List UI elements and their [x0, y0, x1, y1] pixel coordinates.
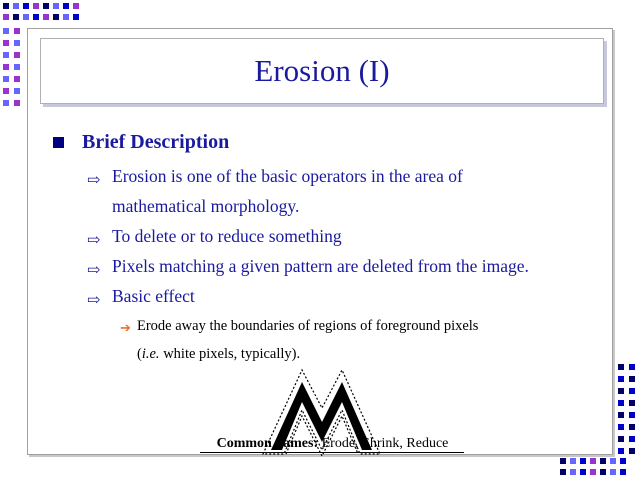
decorative-square: [629, 364, 635, 370]
decorative-square: [23, 3, 29, 9]
decorative-square: [13, 14, 19, 20]
caption: Common names: Erode, Shrink, Reduce: [216, 436, 449, 451]
decorative-square: [53, 14, 59, 20]
hollow-arrow-icon: ⇨: [87, 262, 101, 279]
decorative-square: [618, 400, 624, 406]
bullet-text: To delete or to reduce something: [112, 226, 342, 246]
decorative-square: [620, 458, 626, 464]
decorative-square: [43, 14, 49, 20]
decorative-square: [14, 76, 20, 82]
decorative-square: [570, 458, 576, 464]
sub-bullet-text-continued: (i.e. white pixels, typically).: [137, 346, 301, 362]
hollow-arrow-icon: ⇨: [87, 232, 101, 249]
decorative-square: [629, 448, 635, 454]
bullet-text: Basic effect: [112, 286, 195, 306]
decorative-square: [620, 469, 626, 475]
decorative-square: [3, 40, 9, 46]
decorative-square: [3, 76, 9, 82]
decorative-square: [629, 436, 635, 442]
decorative-square: [14, 100, 20, 106]
decorative-square: [13, 3, 19, 9]
decorative-square: [618, 448, 624, 454]
decorative-square: [3, 64, 9, 70]
decorative-square: [560, 469, 566, 475]
decorative-square: [618, 388, 624, 394]
decorative-square: [3, 52, 9, 58]
solid-arrow-icon: ➔: [120, 320, 131, 335]
decorative-square: [600, 458, 606, 464]
decorative-square: [3, 28, 9, 34]
decorative-square: [14, 52, 20, 58]
decorative-square: [629, 400, 635, 406]
decorative-square: [610, 458, 616, 464]
decorative-square: [63, 3, 69, 9]
decorative-square: [14, 88, 20, 94]
decorative-square: [618, 364, 624, 370]
decorative-square: [580, 469, 586, 475]
decorative-square: [14, 40, 20, 46]
decorative-square: [618, 436, 624, 442]
decorative-square: [590, 458, 596, 464]
square-bullet-icon: [53, 137, 64, 148]
hollow-arrow-icon: ⇨: [87, 172, 101, 189]
section-heading: Brief Description: [82, 131, 230, 153]
decorative-square: [629, 412, 635, 418]
decorative-square: [14, 64, 20, 70]
decorative-square: [629, 424, 635, 430]
bullet-text-continued: mathematical morphology.: [112, 196, 300, 216]
decorative-square: [33, 3, 39, 9]
caption-underline: [200, 452, 464, 453]
decorative-square: [73, 3, 79, 9]
decorative-square: [3, 3, 9, 9]
decorative-square: [610, 469, 616, 475]
decorative-square: [73, 14, 79, 20]
decorative-square: [570, 469, 576, 475]
sub-bullet-text: Erode away the boundaries of regions of foreground pixels: [137, 318, 479, 334]
slide-title: Erosion (I): [254, 53, 390, 88]
hollow-arrow-icon: ⇨: [87, 292, 101, 309]
decorative-square: [629, 388, 635, 394]
decorative-square: [580, 458, 586, 464]
decorative-square: [560, 458, 566, 464]
decorative-square: [3, 100, 9, 106]
decorative-square: [590, 469, 596, 475]
decorative-square: [63, 14, 69, 20]
decorative-square: [600, 469, 606, 475]
decorative-square: [618, 412, 624, 418]
title-box: [40, 38, 604, 104]
decorative-square: [33, 14, 39, 20]
decorative-square: [53, 3, 59, 9]
decorative-square: [3, 88, 9, 94]
bullet-text: Erosion is one of the basic operators in the area of: [112, 166, 463, 186]
bullet-text: Pixels matching a given pattern are deleted from the image.: [112, 256, 529, 276]
decorative-square: [3, 14, 9, 20]
decorative-square: [629, 376, 635, 382]
decorative-square: [618, 376, 624, 382]
decorative-square: [14, 28, 20, 34]
decorative-square: [43, 3, 49, 9]
decorative-square: [618, 424, 624, 430]
decorative-square: [23, 14, 29, 20]
